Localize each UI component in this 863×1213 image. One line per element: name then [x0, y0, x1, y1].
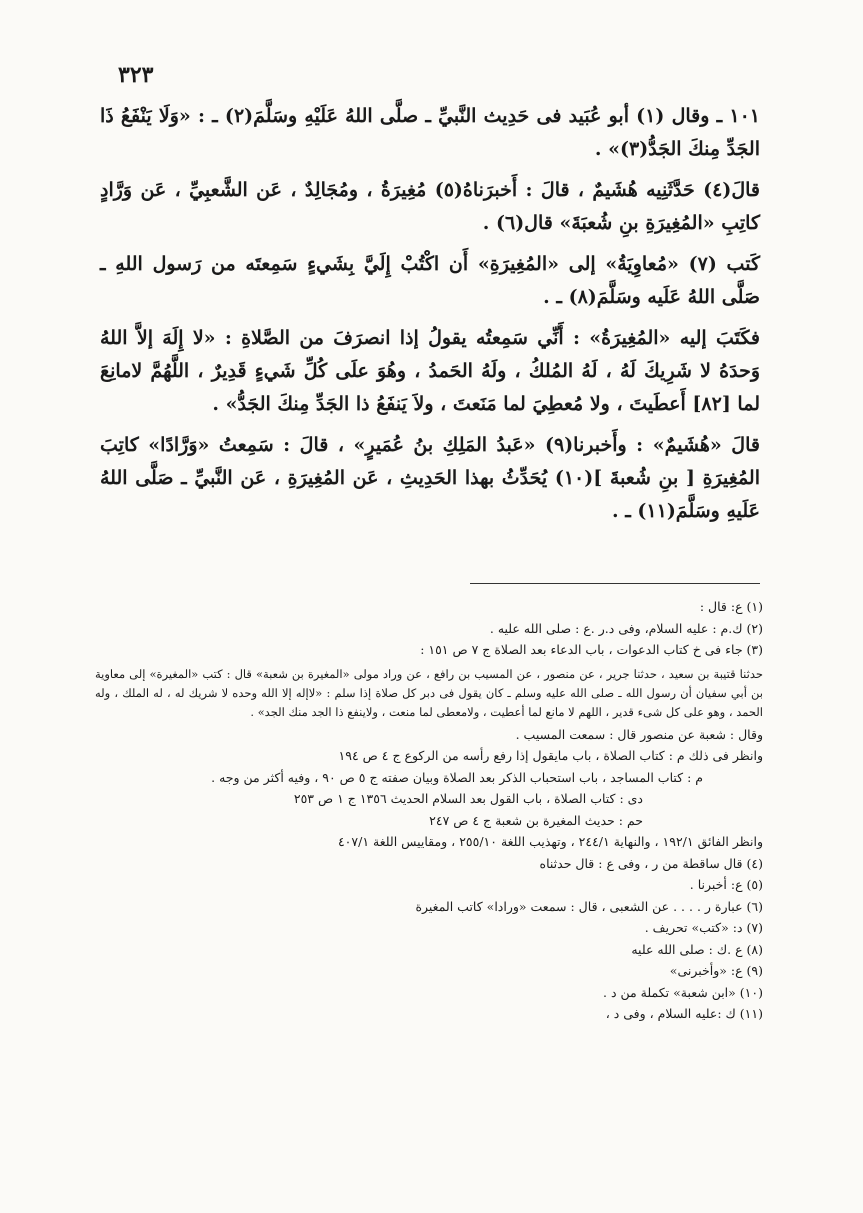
footnote: (١) ع: قال : [699, 599, 763, 614]
paragraph: كَتب (٧) «مُعاوِيَةُ» إلى «المُغِيرَةِ» أَن اكْتُبْ إِلَيَّ بِشَيءٍ سَمِعتَه من رَسول اللهِ ـ صَلَّى اللهُ عَلَيه وسَلَّمَ(٨) ـ . [100, 253, 760, 308]
footnote: (٢) ك.م : عليه السلام، وفى د.ر .ع : صلى الله عليه . [489, 620, 763, 636]
paragraph: قالَ «هُشَيمٌ» : وأَخبرنا(٩) «عَبدُ المَلِكِ بنُ عُمَيرٍ» ، قالَ : سَمِعتُ «وَرَّادًا» كاتِبَ المُغِيرَةِ [ بنِ شُعبةَ ](١٠) يُحَدِّثُ بهذا الحَدِيثِ ، عَن المُغِيرَةِ ، عَن النَّبيِّ ـ صَلَّى اللهُ عَلَيهِ وسَلَّمَ(١١) ـ . [100, 434, 760, 522]
footnote: (٩) ع: «وأخبرنى» [669, 963, 763, 978]
footnote: (٣) جاء فى خ كتاب الدعوات ، باب الدعاء بعد الصلاة ج ٧ ص ١٥١ : [420, 642, 763, 657]
paragraph: فكَتَبَ إليه «المُغِيرَةُ» : أَنِّي سَمِعتُه يقولُ إذا انصرَفَ من الصَّلاةِ : «لا إِلَهَ إلاَّ اللهُ وَحدَهُ لا شَرِيكَ لَهُ ، لَهُ المُلكُ ، ولَهُ الحَمدُ ، وهُوَ علَى كُلِّ شَيءٍ قَدِيرٌ ، اللَّهُمَّ لامانِعَ لما [٨٢] أَعطَيتَ ، ولا مُعطِيَ لما مَنَعتَ ، ولاَ يَنفَعُ ذا الجَدِّ مِنكَ الجَدُّ» . [100, 327, 760, 415]
footnote: (١١) ك :عليه السلام ، وفى د ، [605, 1006, 763, 1021]
footnote: دى : كتاب الصلاة ، باب القول بعد السلام الحديث ١٣٥٦ ج ١ ص ٢٥٣ [293, 791, 643, 806]
footnote: وقال : شعبة عن منصور قال : سمعت المسيب . [515, 726, 763, 742]
footnote: (٦) عبارة ر . . . . عن الشعبى ، قال : سمعت «ورادا» كاتب المغيرة [415, 898, 763, 914]
footnote-divider [470, 583, 760, 584]
footnote: م : كتاب المساجد ، باب استحباب الذكر بعد الصلاة وبيان صفته ج ٥ ص ٩٠ ، وفيه أكثر من وجه . [211, 769, 703, 785]
footnote: (٨) ع .ك : صلى الله عليه [631, 941, 763, 957]
footnote: وانظر فى ذلك م : كتاب الصلاة ، باب مايقول إذا رفع رأسه من الركوع ج ٤ ص ١٩٤ [338, 748, 763, 763]
paragraph: قالَ(٤) حَدَّثَنِيه هُشَيمٌ ، قالَ : أَخبرَناهُ(٥) مُغِيرَةُ ، ومُجَالِدٌ ، عَن الشَّعبِيِّ ، عَن وَرَّادٍ كاتِبِ «المُغِيرَةِ بنِ شُعبَةَ» قال(٦) . [100, 179, 760, 234]
page-number: ٣٢٣ [118, 62, 154, 88]
footnote: حدثنا قتيبة بن سعيد ، حدثنا جرير ، عن منصور ، عن المسيب بن رافع ، عن وراد مولى «المغيرة بن شعبة» قال : كتب «المغيرة» إلى معاوية بن أبي سفيان أن رسول الله ـ صلى الله عليه وسلم ـ كان يقول فى دبر كل صلاة إذا سلم : «لاإله إلا الله وحده لا شريك له ، له الملك ، وله الحمد ، وهو على كل شىء قدير ، اللهم لا مانع لما أعطيت ، ولامعطى لما منعت ، ولاينفع ذا الجد منك الجد» . [95, 666, 763, 719]
footnote: (٤) قال ساقطة من ر ، وفى ع : قال حدثناه [539, 855, 763, 871]
footnote: (٥) ع: أخبرنا . [689, 877, 763, 892]
paragraph: ١٠١ ـ وقال (١) أبو عُبَيد فى حَدِيث النَّبيِّ ـ صلَّى اللهُ عَلَيْهِ وسَلَّمَ(٢) ـ : «وَلَا يَنْفَعُ ذَا الجَدِّ مِنكَ الجَدُّ(٣)» . [100, 105, 761, 160]
footnote: (٧) د: «كتب» تحريف . [644, 920, 763, 935]
footnote: (١٠) «ابن شعبة» تكملة من د . [603, 984, 763, 1000]
footnotes [95, 596, 763, 1025]
footnote: وانظر الفائق ١٩٢/١ ، والنهاية ٢٤٤/١ ، وتهذيب اللغة ٢٥٥/١٠ ، ومقاييس اللغة ٤٠٧/١ [337, 834, 763, 849]
main-text [100, 100, 760, 536]
footnote: حم : حديث المغيرة بن شعبة ج ٤ ص ٢٤٧ [429, 812, 643, 828]
